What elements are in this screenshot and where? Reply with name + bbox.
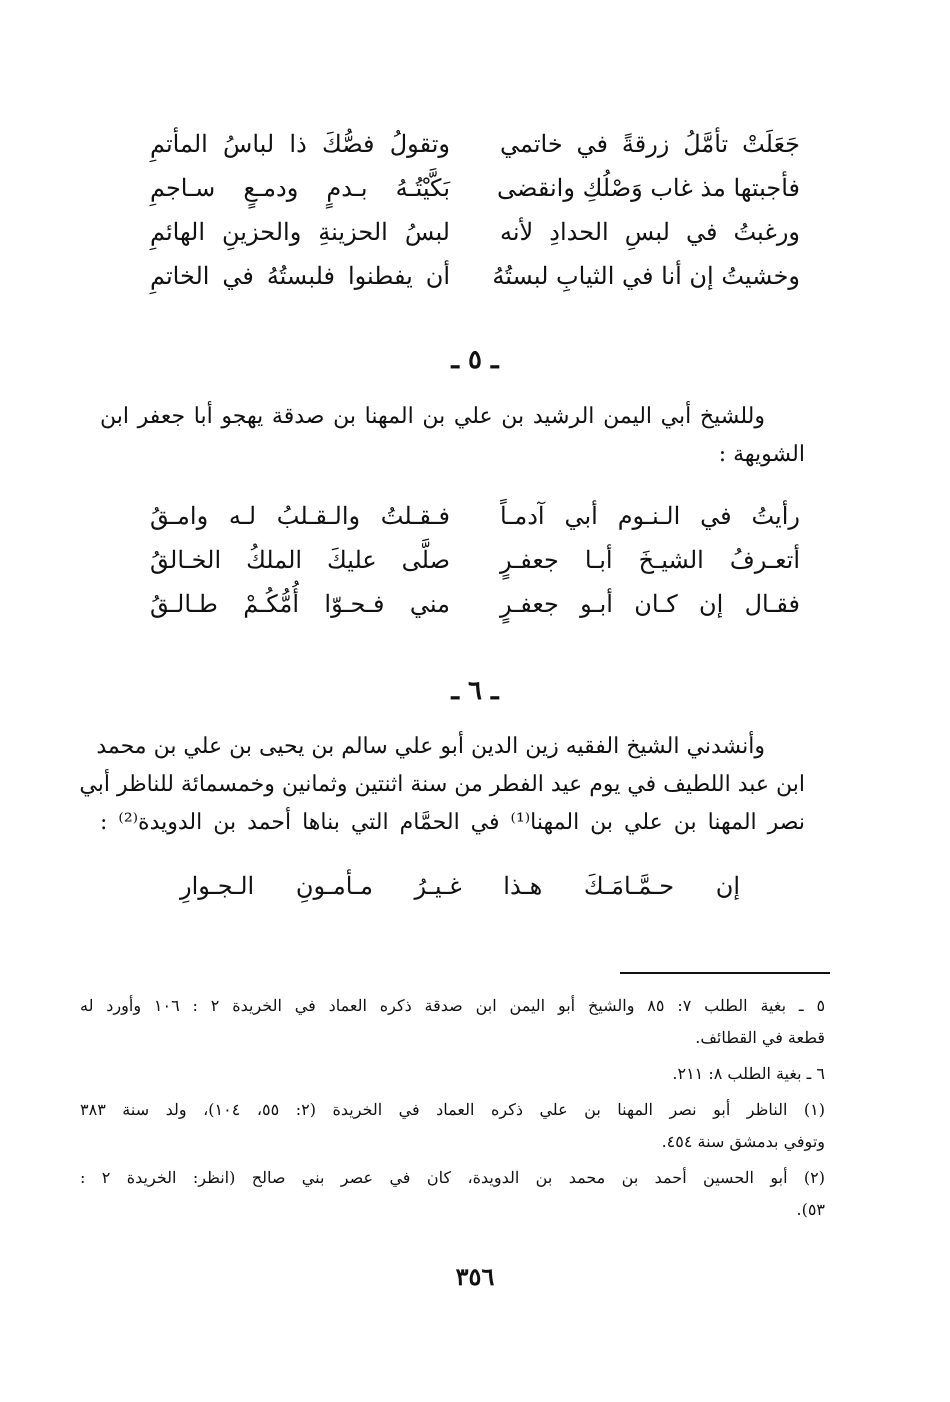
verse-line [150, 210, 800, 254]
hemistich-second: مني فـحـوّا أُمُّكُـمْ طـالـقُ [150, 590, 450, 618]
footnotes [80, 990, 825, 1230]
verse-line [150, 582, 800, 626]
hemistich-first: جَعَلَتْ تأمَّلُ زرقةً في خاتمي [500, 130, 800, 158]
verse-line [150, 494, 800, 538]
verse-line: إن حـمَّـامَـكَ هـذا غـيـرُ مـأمـونِ الـجـوارِ [180, 872, 740, 900]
page-number: ٣٥٦ [455, 1262, 495, 1291]
intro-line: الشويهة : [718, 442, 805, 467]
footnote-line: ٥٣). [796, 1200, 825, 1219]
section-intro [79, 728, 806, 842]
verse-line [150, 122, 800, 166]
footnote-line: ٦ ـ بغية الطلب ٨: ٢١١. [672, 1064, 825, 1083]
verse-line [150, 538, 800, 582]
hemistich-second: صلَّى عليكَ الملكُ الخـالقُ [150, 546, 450, 574]
footnote [80, 1094, 825, 1158]
hemistich-first: أتعـرفُ الشيـخَ أبـا جعفـرٍ [500, 546, 800, 574]
intro-line: نصر المهنا بن علي بن المهنا⁽¹⁾ في الحمَّام التي بناها أحمد بن الدويدة⁽²⁾ : [100, 810, 806, 835]
hemistich-first: فقـال إن كـان أبـو جعفـرٍ [500, 590, 800, 618]
footnote [80, 990, 825, 1054]
section-number: ـ ٥ ـ [451, 345, 499, 375]
footnote-line: وتوفي بدمشق سنة ٤٥٤. [661, 1132, 825, 1151]
footnote-line: ٥ ـ بغية الطلب ٧: ٨٥ والشيخ أبو اليمن ابن صدقة ذكره العماد في الخريدة ٢ : ١٠٦ وأورد له [80, 996, 826, 1015]
footnote-line: (١) الناظر أبو نصر المهنا بن علي ذكره العماد في الخريدة (٢: ٥٥، ١٠٤)، ولد سنة ٣٨٣ [80, 1100, 825, 1119]
section-intro [100, 398, 805, 474]
footnote-separator [620, 972, 830, 974]
intro-line: وأنشدني الشيخ الفقيه زين الدين أبو علي سالم بن يحيى بن علي بن محمد [96, 734, 765, 759]
hemistich-first: رأيتُ في الـنـوم أبي آدمـاً [500, 502, 800, 530]
hemistich-second: أن يفطنوا فلبستُهُ في الخاتمِ [150, 262, 450, 290]
hemistich-second: فـقـلتُ والـقـلبُ لـه وامـقُ [150, 502, 450, 530]
intro-line: ابن عبد اللطيف في يوم عيد الفطر من سنة اثنتين وثمانين وخمسمائة للناظر أبي [79, 772, 805, 797]
hemistich-second: بَكَّيْتُـهُ بـدمٍ ودمـعٍ سـاجمِ [150, 174, 450, 202]
poem-section-5 [150, 494, 800, 626]
hemistich-first: وخشيتُ إن أنا في الثيابِ لبستُهُ [492, 262, 800, 290]
hemistich-first: فأجبتها مذ غاب وَصْلُكِ وانقضى [497, 174, 800, 202]
intro-line: وللشيخ أبي اليمن الرشيد بن علي بن المهنا بن صدقة يهجو أبا جعفر ابن [100, 404, 765, 429]
footnote [80, 1162, 825, 1226]
verse-line [150, 254, 800, 298]
hemistich-second: لبسُ الحزينةِ والحزينِ الهائمِ [150, 218, 450, 246]
hemistich-first: ورغبتُ في لبسِ الحدادِ لأنه [500, 218, 800, 246]
footnote-line: (٢) أبو الحسين أحمد بن محمد بن الدويدة، كان في عصر بني صالح (انظر: الخريدة ٢ : [80, 1168, 825, 1187]
hemistich-second: وتقولُ فصُّكَ ذا لباسُ المأتمِ [150, 130, 450, 158]
footnote [80, 1058, 825, 1090]
section-number: ـ ٦ ـ [451, 676, 499, 706]
verse-line [150, 166, 800, 210]
footnote-line: قطعة في القطائف. [695, 1028, 825, 1047]
poem-top [150, 122, 800, 298]
